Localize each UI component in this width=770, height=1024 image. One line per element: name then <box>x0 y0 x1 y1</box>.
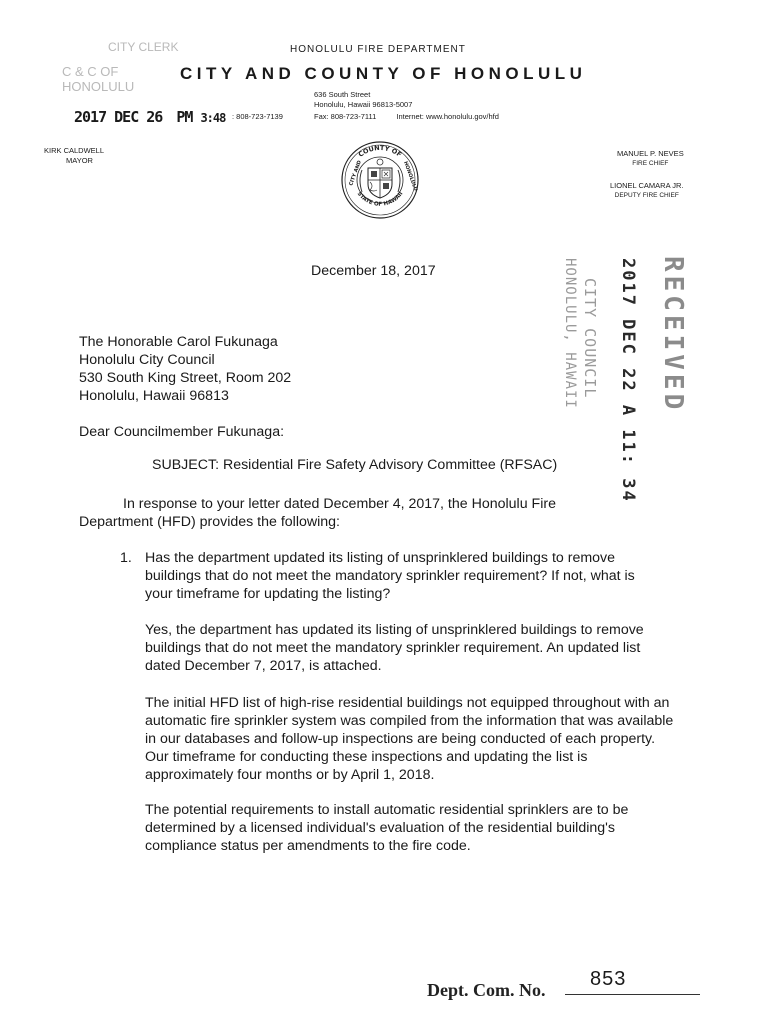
dept-com-underline <box>565 994 700 995</box>
question-text: Has the department updated its listing of unsprinklered buildings to remove buildings that do not meet the mandatory sprinkler requirement? If not, what is your timeframe for updating the listing? <box>145 550 635 602</box>
seal-bottom-text: STATE OF HAWAII <box>355 190 405 208</box>
seal-left-text: CITY AND <box>348 159 363 187</box>
mayor-title: MAYOR <box>66 156 93 165</box>
council-received-date: 2017 DEC 22 A 11: 34 <box>618 258 638 503</box>
letterhead-internet: Internet: www.honolulu.gov/hfd <box>396 112 499 121</box>
salutation: Dear Councilmember Fukunaga: <box>79 424 285 440</box>
answer-paragraph-3: The potential requirements to install automatic residential sprinklers are to be determined by a licensed individual's evaluation of the residential building's compliance status per amendments to the fire code. <box>145 802 629 854</box>
dept-com-label: Dept. Com. No. <box>427 980 546 1000</box>
council-stamp-honolulu: HONOLULU, HAWAII <box>562 258 578 409</box>
letter-date: December 18, 2017 <box>311 263 436 279</box>
recipient-line: 530 South King Street, Room 202 <box>79 370 292 386</box>
fire-chief-name: MANUEL P. NEVES <box>617 149 684 158</box>
intro-line-1: In response to your letter dated December 4, 2017, the Honolulu Fire <box>123 496 556 512</box>
seal-top-text: COUNTY OF <box>356 143 404 159</box>
answer-paragraph-1: Yes, the department has updated its listing of unsprinklered buildings to remove buildings that do not meet the mandatory sprinkler requirement. An updated list dated December 7, 2017, is attached. <box>145 622 644 674</box>
council-received-word: RECEIVED <box>658 256 688 414</box>
clerk-stamp-time: 3:48 <box>200 111 226 125</box>
fire-chief-title: FIRE CHIEF <box>632 160 669 167</box>
fire-chief-block <box>617 149 684 169</box>
recipient-line: Honolulu, Hawaii 96813 <box>79 388 229 404</box>
recipient-line: The Honorable Carol Fukunaga <box>79 334 278 350</box>
mayor-name: KIRK CALDWELL <box>44 146 105 155</box>
department-name: HONOLULU FIRE DEPARTMENT <box>290 44 466 55</box>
clerk-received-stamp <box>74 108 225 126</box>
subject-line: SUBJECT: Residential Fire Safety Advisory Committee (RFSAC) <box>152 457 558 473</box>
address-street: 636 South Street <box>314 90 371 99</box>
intro-line-2: Department (HFD) provides the following: <box>79 514 340 530</box>
deputy-chief-name: LIONEL CAMARA JR. <box>610 181 684 190</box>
deputy-chief-block <box>610 181 684 201</box>
faded-stamp-bottom-text: CITY CLERK <box>108 40 179 54</box>
council-stamp-city: CITY COUNCIL <box>581 278 599 399</box>
recipient-address <box>79 333 291 405</box>
seal-right-text: HONOLULU <box>402 160 419 192</box>
intro-paragraph <box>79 495 619 531</box>
letterhead-address <box>314 90 412 110</box>
recipient-line: Honolulu City Council <box>79 352 215 368</box>
letterhead-fax: Fax: 808-723-7111 <box>314 112 377 121</box>
clerk-stamp-pm: PM <box>176 108 193 126</box>
address-city-zip: Honolulu, Hawaii 96813-5007 <box>314 100 413 109</box>
question-number: 1. <box>120 550 132 566</box>
dept-com-number: 853 <box>590 968 627 990</box>
letterhead-fax-line <box>314 112 517 121</box>
faded-stamp-top-text: C & C OF HONOLULU <box>62 64 135 94</box>
letterhead-phone: : 808-723-7139 <box>232 112 283 121</box>
answer-paragraph-2: The initial HFD list of high-rise residential buildings not equipped throughout with an automatic fire sprinkler system was compiled from the information that was available in our databases and follow-up inspections are being conducted of each property. Our timeframe for conducting these inspections and updating the list is approximately four months or by April 1, 2018. <box>145 695 674 783</box>
city-county-heading: CITY AND COUNTY OF HONOLULU <box>180 64 587 83</box>
faded-clerk-stamp <box>60 40 190 94</box>
mayor-block <box>44 146 104 166</box>
clerk-stamp-date: 2017 DEC 26 <box>74 108 163 126</box>
deputy-chief-title: DEPUTY FIRE CHIEF <box>614 192 679 199</box>
city-seal-emblem <box>340 140 420 220</box>
